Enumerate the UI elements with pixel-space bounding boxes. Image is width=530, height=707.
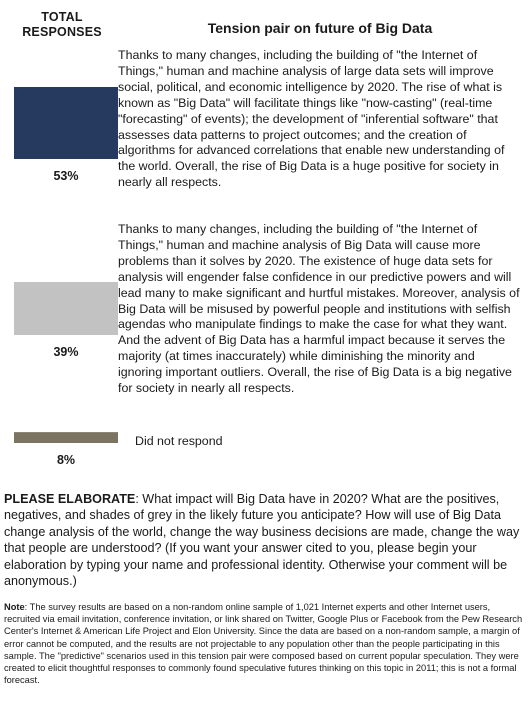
survey-note	[4, 601, 526, 686]
bar-1-value-label: 53%	[53, 169, 79, 183]
elaborate-label: PLEASE ELABORATE	[4, 492, 136, 506]
total-responses-line2: RESPONSES	[22, 25, 102, 39]
elaborate-prompt	[4, 491, 526, 589]
option-3-text: Did not respond	[135, 434, 223, 448]
bar-3	[14, 432, 118, 443]
bar-3-value-label: 8%	[56, 453, 76, 467]
bar-2	[14, 282, 118, 335]
option-1-text: Thanks to many changes, including the building of "the Internet of Things," human and machine analysis of large data sets will improve social, political, and economic intelligence by 2020. The rise of what is known as "Big Data" will facilitate things like "now-casting" (real-time "forecasting" of events); the development of "inferential software" that assesses data patterns to project outcomes; and the creation of algorithms for advanced correlations that enable new understanding of the world. Overall, the rise of Big Data is a huge positive for society in nearly all respects.	[118, 48, 505, 190]
note-text: : The survey results are based on a non-random online sample of 1,021 Internet experts and other Internet users, recruited via email invitation, conference invitation, or link shared on Twitter, Google Plus or Facebook from the Pew Research Center's Internet & American Life Project and Elon University. Since the data are based on a non-random sample, a margin of error cannot be computed, and the results are not projectable to any population other than the people participating in this sample. The "predictive" scenarios used in this tension pair were composed based on current popular speculation. They were created to elicit thoughtful responses to commonly found speculative futures thinking on this topic in 2011; this is not a formal forecast.	[4, 602, 523, 686]
chart-title: Tension pair on future of Big Data	[207, 20, 433, 36]
note-label: Note	[4, 602, 25, 612]
option-2-text: Thanks to many changes, including the building of "the Internet of Things," human and machine analysis of Big Data will cause more problems than it solves by 2020. The existence of huge data sets for analysis will engender false confidence in our predictive powers and will lead many to make significant and hurtful mistakes. Moreover, analysis of Big Data will be misused by powerful people and institutions with selfish agendas who manipulate findings to make the case for what they want. And the advent of Big Data has a harmful impact because it serves the majority (at times inaccurately) while diminishing the minority and ignoring important outliers. Overall, the rise of Big Data is a big negative for society in nearly all respects.	[118, 222, 520, 396]
bar-chart	[0, 0, 130, 480]
bar-2-value-label: 39%	[53, 345, 79, 359]
bar-1	[14, 87, 118, 159]
total-responses-line1: TOTAL	[41, 10, 83, 24]
elaborate-text: : What impact will Big Data have in 2020? What are the positives, negatives, and shades of grey in the likely future you anticipate? How will use of Big Data change analysis of the world, change the way business decisions are made, change the way that people are understood? (If you want your answer cited to you, please begin your elaboration by typing your name and professional identity. Otherwise your comment will be anonymous.)	[4, 492, 520, 589]
